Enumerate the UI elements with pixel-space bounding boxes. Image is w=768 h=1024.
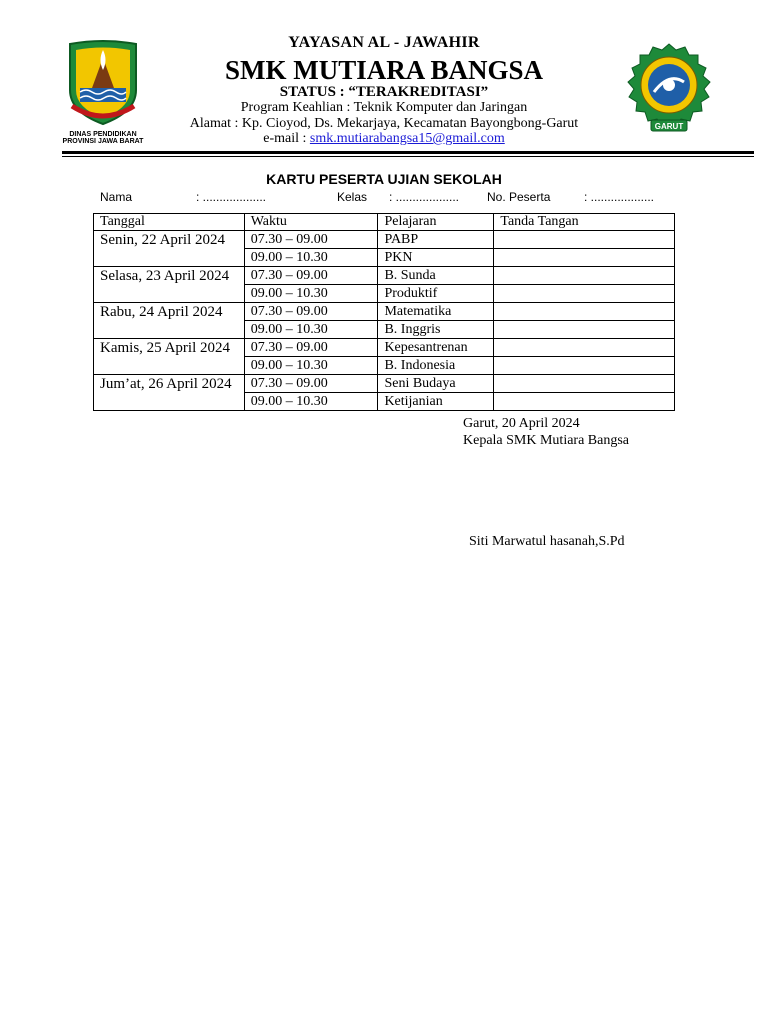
- time-cell: 09.00 – 10.30: [244, 393, 378, 411]
- signature-cell[interactable]: [494, 357, 675, 375]
- table-row: [94, 267, 675, 285]
- time-cell: 07.30 – 09.00: [244, 267, 378, 285]
- headmaster-name: Siti Marwatul hasanah,S.Pd: [469, 534, 625, 549]
- signature-cell[interactable]: [494, 231, 675, 249]
- signature-cell[interactable]: [494, 285, 675, 303]
- right-logo-caption: GARUT: [654, 122, 684, 131]
- time-cell: 07.30 – 09.00: [244, 231, 378, 249]
- header-rule-thin: [62, 156, 754, 157]
- subject-cell: Seni Budaya: [378, 375, 494, 393]
- field-kelas-label: Kelas: [337, 190, 368, 204]
- signature-cell[interactable]: [494, 303, 675, 321]
- header-waktu: Waktu: [244, 214, 378, 231]
- subject-cell: Ketijanian: [378, 393, 494, 411]
- subject-cell: Produktif: [378, 285, 494, 303]
- exam-schedule-table: [93, 213, 675, 411]
- time-cell: 07.30 – 09.00: [244, 303, 378, 321]
- address-line: Alamat : Kp. Cioyod, Ds. Mekarjaya, Kecamatan Bayongbong-Garut: [189, 116, 579, 131]
- left-logo-caption-1: DINAS PENDIDIKAN: [69, 131, 137, 138]
- signature-cell[interactable]: [494, 339, 675, 357]
- header-tanda-tangan: Tanda Tangan: [494, 214, 675, 231]
- subject-cell: PABP: [378, 231, 494, 249]
- table-header-row: [94, 214, 675, 231]
- header-rule-thick: [62, 151, 754, 154]
- signature-cell[interactable]: [494, 393, 675, 411]
- signature-cell[interactable]: [494, 249, 675, 267]
- time-cell: 09.00 – 10.30: [244, 321, 378, 339]
- date-cell: Jum’at, 26 April 2024: [94, 375, 245, 411]
- field-no-peserta-value: : ...................: [584, 190, 655, 204]
- subject-cell: PKN: [378, 249, 494, 267]
- left-logo-caption-2: PROVINSI JAWA BARAT: [62, 138, 144, 145]
- time-cell: 07.30 – 09.00: [244, 339, 378, 357]
- email-line: [0, 131, 768, 147]
- table-row: [94, 339, 675, 357]
- date-cell: Rabu, 24 April 2024: [94, 303, 245, 339]
- subject-cell: B. Indonesia: [378, 357, 494, 375]
- email-label: e-mail :: [263, 131, 310, 146]
- table-row: [94, 231, 675, 249]
- header-pelajaran: Pelajaran: [378, 214, 494, 231]
- table-row: [94, 375, 675, 393]
- subject-cell: B. Inggris: [378, 321, 494, 339]
- subject-cell: Kepesantrenan: [378, 339, 494, 357]
- time-cell: 09.00 – 10.30: [244, 285, 378, 303]
- date-cell: Kamis, 25 April 2024: [94, 339, 245, 375]
- field-kelas-value: : ...................: [389, 190, 460, 204]
- place-date: Garut, 20 April 2024: [463, 416, 580, 431]
- signature-cell[interactable]: [494, 267, 675, 285]
- table-row: [94, 303, 675, 321]
- headmaster-title: Kepala SMK Mutiara Bangsa: [463, 433, 630, 448]
- time-cell: 09.00 – 10.30: [244, 357, 378, 375]
- field-nama-label: Nama: [100, 190, 133, 204]
- program-line: Program Keahlian : Teknik Komputer dan Jaringan: [240, 100, 528, 115]
- subject-cell: B. Sunda: [378, 267, 494, 285]
- accreditation-status: STATUS : “TERAKREDITASI”: [279, 84, 489, 100]
- time-cell: 09.00 – 10.30: [244, 249, 378, 267]
- time-cell: 07.30 – 09.00: [244, 375, 378, 393]
- signature-cell[interactable]: [494, 375, 675, 393]
- school-name: SMK MUTIARA BANGSA: [224, 55, 544, 85]
- field-nama-value: : ...................: [196, 190, 267, 204]
- subject-cell: Matematika: [378, 303, 494, 321]
- date-cell: Senin, 22 April 2024: [94, 231, 245, 267]
- card-title: KARTU PESERTA UJIAN SEKOLAH: [266, 171, 502, 187]
- foundation-name: YAYASAN AL - JAWAHIR: [288, 34, 480, 51]
- field-no-peserta-label: No. Peserta: [487, 190, 551, 204]
- signature-cell[interactable]: [494, 321, 675, 339]
- header-tanggal: Tanggal: [94, 214, 245, 231]
- email-link[interactable]: smk.mutiarabangsa15@gmail.com: [309, 131, 505, 146]
- date-cell: Selasa, 23 April 2024: [94, 267, 245, 303]
